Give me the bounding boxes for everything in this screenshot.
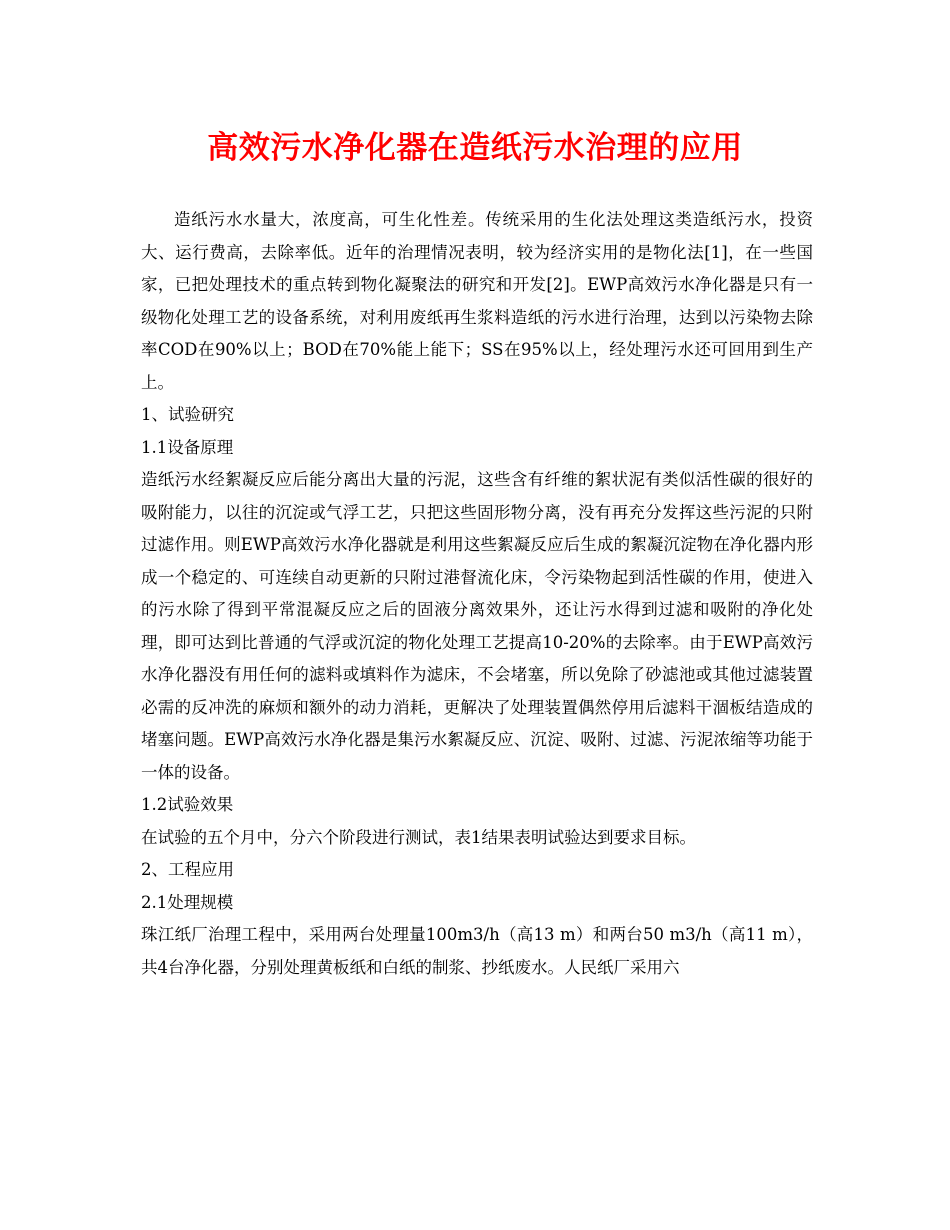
section-1-2-paragraph: 在试验的五个月中，分六个阶段进行测试，表1结果表明试验达到要求目标。: [141, 827, 696, 847]
section-1-heading: 1、试验研究: [141, 405, 234, 424]
section-1-2-heading: 1.2试验效果: [141, 795, 234, 814]
section-2-1-heading: 2.1处理规模: [141, 892, 234, 912]
intro-paragraph: 造纸污水水量大，浓度高，可生化性差。传统采用的生化法处理这类造纸污水，投资大、运行费高，去除率低。近年的治理情况表明，较为经济实用的是物化法[1]，在一些国家，已把处理技术的重点转到物化凝聚法的研究和开发[2]。EWP高效污水净化器是只有一级物化处理工艺的设备系统，对利用废纸再生浆料造纸的污水进行治理，达到以污染物去除率COD在90%以上；BOD在70%能上能下；SS在95%以上，经处理污水还可回用到生产上。: [141, 210, 813, 392]
document-title: 高效污水净化器在造纸污水治理的应用: [207, 130, 743, 166]
section-2-heading: 2、工程应用: [141, 860, 234, 879]
section-2-1-paragraph: 珠江纸厂治理工程中，采用两台处理量100m3/h（高13 m）和两台50 m3/h（高11 m），共4台净化器，分别处理黄板纸和白纸的制浆、抄纸废水。人民纸厂采用六: [141, 925, 813, 977]
section-1-1-heading: 1.1设备原理: [141, 437, 234, 457]
document-body: [141, 204, 813, 984]
section-1-1-paragraph: 造纸污水经絮凝反应后能分离出大量的污泥，这些含有纤维的絮状泥有类似活性碳的很好的吸附能力，以往的沉淀或气浮工艺，只把这些固形物分离，没有再充分发挥这些污泥的只附过滤作用。则EWP高效污水净化器就是利用这些絮凝反应后生成的絮凝沉淀物在净化器内形成一个稳定的、可连续自动更新的只附过港督流化床，令污染物起到活性碳的作用，使进入的污水除了得到平常混凝反应之后的固液分离效果外，还让污水得到过滤和吸附的净化处理，即可达到比普通的气浮或沉淀的物化处理工艺提高10-20%的去除率。由于EWP高效污水净化器没有用任何的滤料或填料作为滤床，不会堵塞，所以免除了砂滤池或其他过滤装置必需的反冲洗的麻烦和额外的动力消耗，更解决了处理装置偶然停用后滤料干涸板结造成的堵塞问题。EWP高效污水净化器是集污水絮凝反应、沉淀、吸附、过滤、污泥浓缩等功能于一体的设备。: [141, 470, 813, 782]
